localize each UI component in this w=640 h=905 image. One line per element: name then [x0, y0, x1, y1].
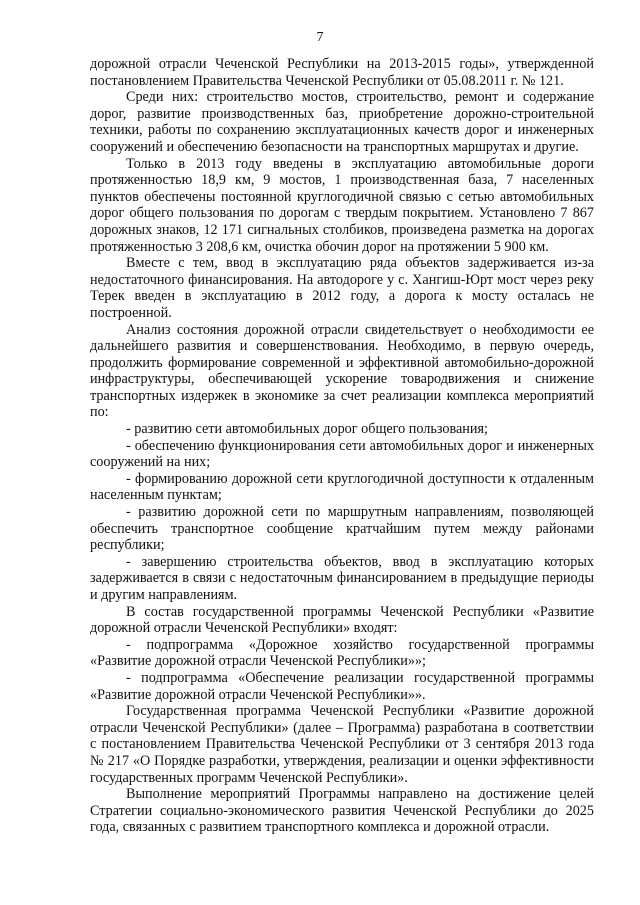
paragraph: - подпрограмма «Дорожное хозяйство государственной программы «Развитие дорожной отрасли Чеченской Республики»»; [90, 636, 594, 670]
paragraph: Анализ состояния дорожной отрасли свидетельствует о необходимости ее дальнейшего развития и совершенствования. Необходимо, в первую очередь, продолжить формирование современной и эффективной автомобильно-дорожной инфраструктуры, обеспечивающей ускорение товародвижения и снижение транспортных издержек в экономике за счет реализации комплекса мероприятий по: [90, 321, 594, 421]
document-body [90, 56, 594, 836]
page-number: 7 [316, 30, 324, 45]
paragraph: - подпрограмма «Обеспечение реализации государственной программы «Развитие дорожной отрасли Чеченской Республики»». [90, 669, 594, 703]
paragraph: В состав государственной программы Чеченской Республики «Развитие дорожной отрасли Чеченской Республики» входят: [90, 603, 594, 637]
paragraph: Выполнение мероприятий Программы направлено на достижение целей Стратегии социально-экономического развития Чеченской Республики до 2025 года, связанных с развитием транспортного комплекса и дорожной отрасли. [90, 786, 594, 836]
paragraph: Только в 2013 году введены в эксплуатацию автомобильные дороги протяженностью 18,9 км, 9 мостов, 1 производственная база, 7 населенных пунктов обеспечены постоянной круглогодичной связью с сетью автомобильных дорог общего пользования по дорогам с твердым покрытием. Установлено 7 867 дорожных знаков, 12 171 сигнальных столбиков, произведена разметка на дорогах протяженностью 3 208,6 км, очистка обочин дорог на протяжении 5 900 км. [90, 155, 594, 255]
paragraph: Государственная программа Чеченской Республики «Развитие дорожной отрасли Чеченской Республики» (далее – Программа) разработана в соответствии с постановлением Правительства Чеченской Республики от 3 сентября 2013 года № 217 «О Порядке разработки, утверждения, реализации и оценки эффективности государственных программ Чеченской Республики». [90, 703, 594, 786]
paragraph: Вместе с тем, ввод в эксплуатацию ряда объектов задерживается из-за недостаточного финансирования. На автодороге у с. Хангиш-Юрт мост через реку Терек введен в эксплуатацию в 2012 году, а дорога к мосту осталась не построенной. [90, 255, 594, 321]
paragraph: - формированию дорожной сети круглогодичной доступности к отдаленным населенным пунктам; [90, 470, 594, 504]
paragraph: - завершению строительства объектов, ввод в эксплуатацию которых задерживается в связи с недостаточным финансированием в предыдущие периоды и другим направлениям. [90, 553, 594, 603]
paragraph: дорожной отрасли Чеченской Республики на 2013-2015 годы», утвержденной постановлением Правительства Чеченской Республики от 05.08.2011 г. № 121. [90, 56, 594, 89]
paragraph: - развитию сети автомобильных дорог общего пользования; [126, 421, 488, 438]
paragraph: - развитию дорожной сети по маршрутным направлениям, позволяющей обеспечить транспортное сообщение кратчайшим путем между районами республики; [90, 504, 594, 554]
paragraph: Среди них: строительство мостов, строительство, ремонт и содержание дорог, развитие производственных баз, приобретение дорожно-строительной техники, работы по сохранению эксплуатационных качеств дорог и инженерных сооружений и обеспечению безопасности на транспортных маршрутах и другие. [90, 89, 594, 155]
paragraph: - обеспечению функционирования сети автомобильных дорог и инженерных сооружений на них; [90, 437, 594, 471]
